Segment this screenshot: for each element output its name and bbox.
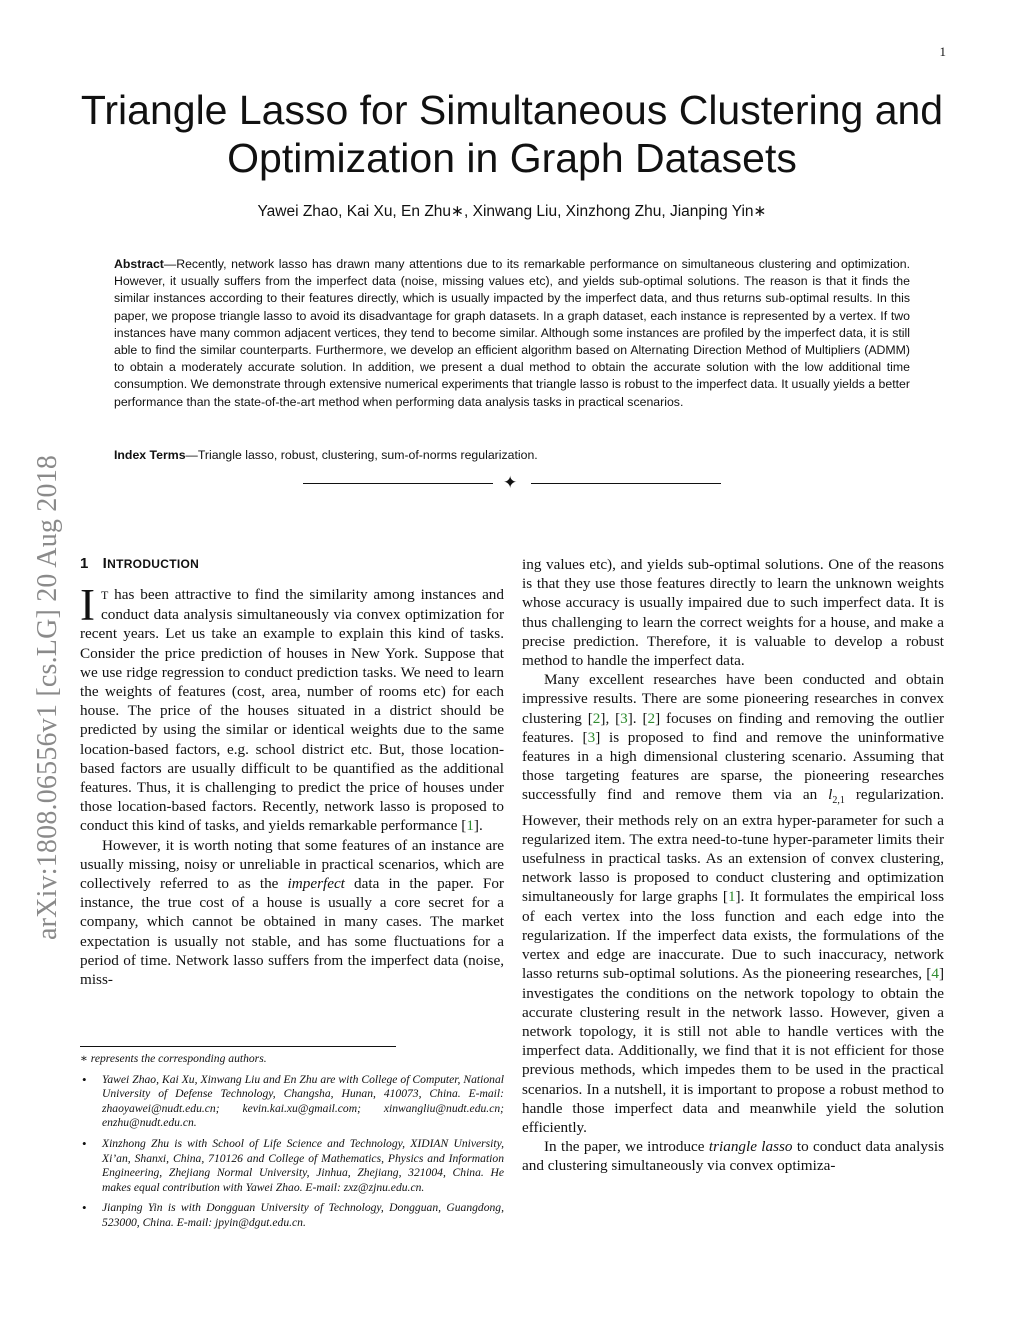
index-terms-text: —Triangle lasso, robust, clustering, sum-of-norms regularization. <box>185 448 538 462</box>
right-paragraph-2: Many excellent researches have been conducted and obtain impressive results. There are some pioneering researches in convex clustering [2], [3]. [2] focuses on finding and removing the outlier features. [3] is proposed to find and remove the uninformative features in a high dimensional clustering scenario. Assuming that those targeting features are sparse, the pioneering researches successfully find and remove them via an $l_{2,1}$ regularization. However, their methods rely on an extra hyper-parameter for such a regularized item. The extra need-to-tune hyper-parameter limits their usefulness in practical tasks. As an extension of convex clustering, network lasso is proposed to conduct clustering and optimization simultaneously for large graphs [1]. It formulates the empirical loss of each vertex into the loss function and each edge into the regularization. If the imperfect data exists, the formulations of the vertex and edge are inaccurate. Due to such inaccuracy, network lasso returns sub-optimal solutions. As the pioneering researches, [4] investigates the conditions on the network topology to obtain the accurate clustering result in the network lasso. However, given a network topology, it is still not able to handle vertices with the imperfect data. Additionally, we find that it is not efficient for those previous methods, which impedes them to be used in the practical scenarios. In a nutshell, it is important to propose a robust method to handle those imperfect data and meanwhile yield the solution efficiently. <box>522 671 945 1136</box>
section-heading <box>80 555 199 572</box>
index-terms <box>114 447 910 464</box>
author-list: Yawei Zhao, Kai Xu, En Zhu∗, Xinwang Liu, Xinzhong Zhu, Jianping Yin∗ <box>257 203 767 220</box>
abstract-text: —Recently, network lasso has drawn many attentions due to its remarkable performance on simultaneous clustering and optimization. However, it usually suffers from the imperfect data (noise, missing values etc), and yields sub-optimal solutions. The reason is that it finds the similar instances according to their features directly, which is usually impacted by the imperfect data, and thus returns sub-optimal results. In this paper, we propose triangle lasso to avoid its disadvantage for graph datasets. In a graph dataset, each instance is represented by a vertex. If two instances have many common adjacent vertices, they tend to become similar. Although some instances are profiled by the imperfect data, it is still able to find the similar counterparts. Furthermore, we develop an efficient algorithm based on Alternating Direction Method of Multipliers (ADMM) to obtain a moderately accurate solution. In addition, we present a dual method to obtain the accurate solution with the low additional time consumption. We demonstrate through extensive numerical experiments that triangle lasso is robust to the imperfect data. It usually yields a better performance than the state-of-the-art method when performing data analysis tasks in practical scenarios. <box>114 257 910 409</box>
bullet-icon: • <box>82 1071 87 1087</box>
arxiv-identifier: arXiv:1808.06556v1 [cs.LG] 20 Aug 2018 <box>32 454 63 940</box>
footnote-item: • Xinzhong Zhu is with School of Life Science and Technology, XIDIAN University, Xi’an, Shanxi, China, 710126 and College of Mathematics, Physics and Information Engineering, Zhejiang Normal University, Jinhua, Zhejiang, 321004, China. He makes equal contribution with Yawei Zhao. E-mail: zxz@zjnu.edu.cn. <box>82 1135 504 1194</box>
first-word-smallcaps: T <box>101 588 109 602</box>
separator-line-right <box>531 483 721 484</box>
footnote-item: • Jianping Yin is with Dongguan University of Technology, Dongguan, Guangdong, 523000, China. E-mail: jpyin@dgut.edu.cn. <box>82 1200 504 1229</box>
math-l: l <box>828 786 833 804</box>
citation-link[interactable]: 1 <box>466 817 474 835</box>
intro-paragraph-1: I T has been attractive to find the similarity among instances and conduct data analysis simultaneously via convex optimization for recent years. Let us take an example to explain this kind of tasks. Consider the price prediction of houses in New York. Suppose that we use ridge regression to conduct prediction tasks. We need to learn the weights of features (cost, area, number of rooms etc) for each house. The price of the houses situated in a district should be predicted by using the similar or identical weights due to the same location-based factors, e.g. school district etc. But, those location-based factors are usually difficult to be quantified as the additional features. Thus, it is challenging to predict the price of houses under those location-based factors. Recently, network lasso is proposed to conduct this kind of tasks, and yields remarkable performance [1]. <box>80 580 504 835</box>
section-number: 1 <box>80 555 89 572</box>
footnotes <box>80 1052 504 1231</box>
page-number: 1 <box>939 44 946 59</box>
citation-link[interactable]: 4 <box>931 965 939 983</box>
left-column <box>80 580 504 989</box>
abstract-label: Abstract <box>114 257 164 271</box>
right-paragraph-3: In the paper, we introduce triangle lasso to conduct data analysis and clustering simultaneously via convex optimiza- <box>522 1138 944 1175</box>
right-paragraph-1: ing values etc), and yields sub-optimal solutions. One of the reasons is that they use those features directly to learn the unknown weights whose accuracy is usually impaired due to such imperfect data. It is thus challenging to learn the correct weights for a house, and make a precise prediction. Therefore, it is valuable to develop a robust method to handle the imperfect data. <box>522 556 944 670</box>
footnote-rule <box>80 1046 396 1047</box>
corresponding-note: ∗ represents the corresponding authors. <box>80 1052 267 1065</box>
right-column <box>522 555 944 1176</box>
bullet-icon: • <box>82 1135 87 1151</box>
bullet-icon: • <box>82 1200 87 1216</box>
citation-link[interactable]: 3 <box>620 709 628 727</box>
separator-diamond-icon: ✦ <box>503 473 518 492</box>
math-subscript: 2,1 <box>832 795 845 807</box>
drop-cap: I <box>80 580 95 630</box>
abstract <box>114 256 910 411</box>
intro-paragraph-2: However, it is worth noting that some features of an instance are usually missing, noisy or unreliable in practical scenarios, which are collectively referred to as the imperfect data in the paper. For instance, the true cost of a house is usually a core secret for a company, which cannot be obtained in many cases. The market expectation is usually not stable, and has some fluctuations for a period of time. Network lasso suffers from the imperfect data (noise, miss- <box>80 836 504 989</box>
index-terms-label: Index Terms <box>114 448 186 462</box>
footnote-item: • Yawei Zhao, Kai Xu, Xinwang Liu and En Zhu are with College of Computer, National University of Defense Technology, Changsha, Hunan, 410073, China. E-mail: zhaoyawei@nudt.edu.cn; kevin.kai.xu@gmail.com; xinwangliu@nudt.edu.cn; enzhu@nudt.edu.cn. <box>82 1071 504 1130</box>
citation-link[interactable]: 3 <box>587 728 596 746</box>
citation-link[interactable]: 2 <box>592 709 601 727</box>
citation-link[interactable]: 1 <box>727 888 736 906</box>
citation-link[interactable]: 2 <box>647 709 656 727</box>
paper-title: Triangle Lasso for Simultaneous Clustering and Optimization in Graph Datasets <box>80 87 944 181</box>
section-title-initial: I <box>102 555 108 572</box>
separator-line-left <box>303 483 493 484</box>
section-title-rest: NTRODUCTION <box>107 557 200 571</box>
